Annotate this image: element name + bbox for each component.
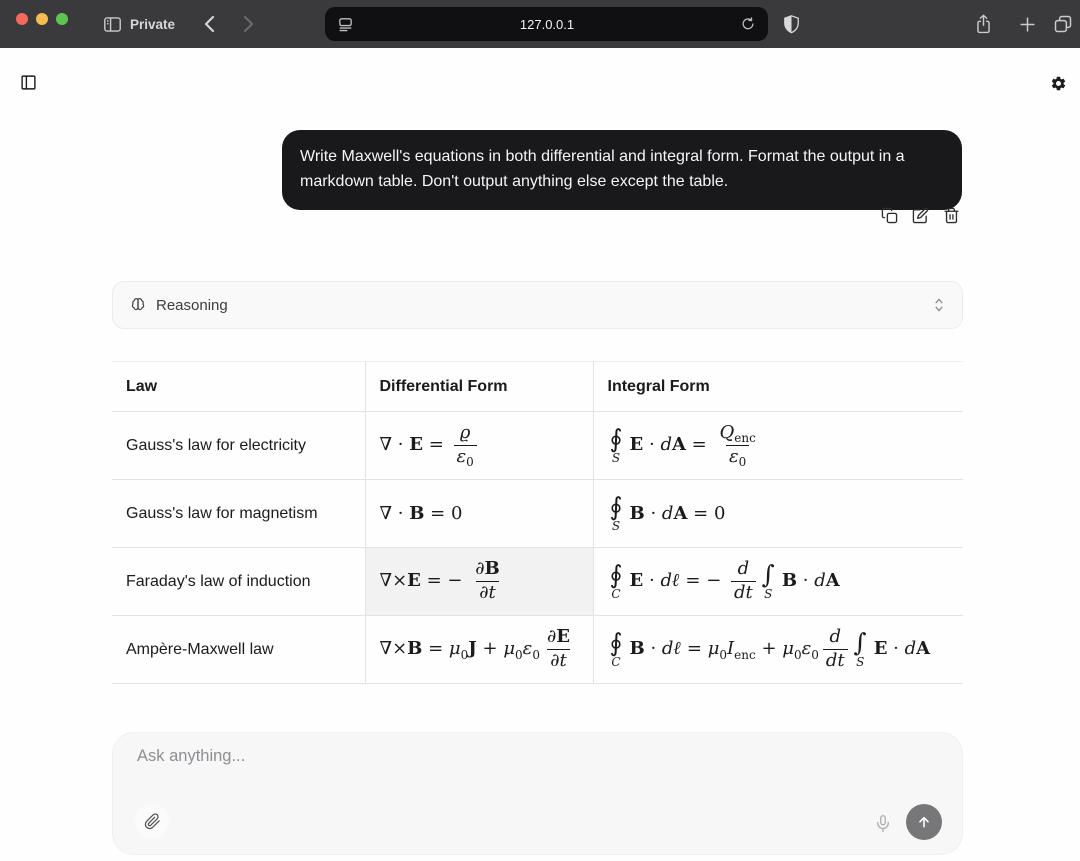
integral-form-cell: ∮ C E · dℓ = − $\frac{d}{dt}$ ∫ S B · dA	[593, 548, 963, 616]
integral-form-cell: ∮ S B · dA = 0	[593, 480, 963, 548]
header-differential-form: Differential Form	[365, 362, 593, 412]
trash-icon[interactable]	[943, 207, 960, 224]
message-actions	[881, 207, 960, 224]
brain-icon	[129, 296, 147, 314]
url-text: 127.0.0.1	[519, 16, 575, 32]
table-header-row	[112, 362, 963, 412]
close-window-button[interactable]	[16, 13, 28, 25]
copy-icon[interactable]	[881, 207, 898, 224]
paperclip-icon[interactable]	[135, 804, 169, 838]
integral-form-cell: ∮ C B · dℓ = $\mu_0I_{enc} + \mu_0\varepsilon_0$ $\frac{d}{dt}$ ∫ S E · dA	[593, 616, 963, 684]
law-cell: Gauss's law for electricity	[112, 412, 365, 480]
differential-form-cell: ∇ · B = 0	[365, 480, 593, 548]
new-tab-icon[interactable]	[1012, 0, 1042, 48]
tabs-overview-icon[interactable]	[1048, 0, 1078, 48]
equations-table	[112, 361, 963, 684]
reasoning-section[interactable]	[112, 281, 963, 329]
chat-page	[0, 48, 1080, 861]
address-bar[interactable]	[325, 7, 768, 41]
table-row	[112, 616, 963, 684]
table-row	[112, 548, 963, 616]
privacy-shield-icon[interactable]	[778, 0, 804, 48]
minimize-window-button[interactable]	[36, 13, 48, 25]
send-button[interactable]	[906, 804, 942, 840]
chat-input[interactable]	[137, 747, 917, 799]
table-row	[112, 412, 963, 480]
differential-form-cell: ∇×E = − $\frac{\partial B}{\partial t}$	[365, 548, 593, 616]
law-cell: Gauss's law for magnetism	[112, 480, 365, 548]
share-icon[interactable]	[968, 0, 998, 48]
composer	[112, 732, 963, 855]
zoom-window-button[interactable]	[56, 13, 68, 25]
browser-toolbar	[0, 0, 1080, 48]
differential-form-cell: ∇ · E = $\frac{ϱ}{\varepsilon_0}$	[365, 412, 593, 480]
differential-form-cell: $\nabla\times B = \mu_0J + \mu_0\varepsilon_0$ $\frac{\partial E}{\partial t}$	[365, 616, 593, 684]
private-browsing-label: Private	[130, 16, 176, 32]
forward-button[interactable]	[234, 0, 262, 48]
law-cell: Faraday's law of induction	[112, 548, 365, 616]
mic-icon[interactable]	[874, 814, 892, 834]
sidebar-toggle-icon[interactable]	[98, 0, 126, 48]
table-row	[112, 480, 963, 548]
edit-icon[interactable]	[912, 207, 929, 224]
header-law: Law	[112, 362, 365, 412]
equations-table-body	[112, 412, 963, 684]
header-integral-form: Integral Form	[593, 362, 963, 412]
gear-icon[interactable]	[1050, 75, 1067, 95]
panel-toggle-icon[interactable]	[20, 74, 37, 94]
reload-icon[interactable]	[740, 16, 756, 32]
expander-icon[interactable]	[932, 297, 946, 313]
window-controls[interactable]	[16, 13, 68, 25]
page-icon[interactable]	[337, 16, 354, 33]
user-message-bubble: Write Maxwell's equations in both differential and integral form. Format the output in a markdown table. Don't output anything else except the table.	[282, 130, 962, 210]
send-arrow-icon	[916, 814, 932, 830]
reasoning-label: Reasoning	[156, 296, 228, 314]
back-button[interactable]	[196, 0, 224, 48]
law-cell: Ampère-Maxwell law	[112, 616, 365, 684]
integral-form-cell: ∮ S E · dA = $\frac{Q_{enc}}{\varepsilon_0}$	[593, 412, 963, 480]
